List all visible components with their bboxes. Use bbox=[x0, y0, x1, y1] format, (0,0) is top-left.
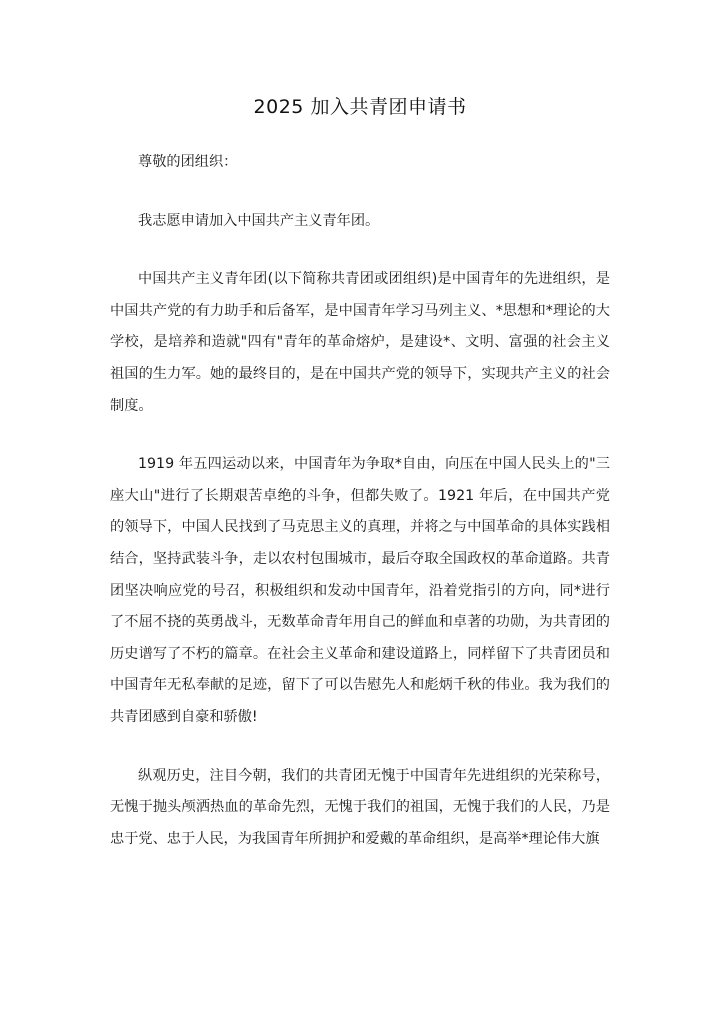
paragraph-3: 1919 年五四运动以来，中国青年为争取*自由，向压在中国人民头上的"三座大山"进行了长期艰苦卓绝的斗争，但都失败了。1921 年后，在中国共产党的领导下，中国人民找到了马克思主义的真理，并将之与中国革命的具体实践相结合，坚持武装斗争，走以农村包围城市，最后夺取全国政权的革命道路。共青团坚决响应党的号召，积极组织和发动中国青年，沿着党指引的方向，同*进行了不屈不挠的英勇战斗，无数革命青年用自己的鲜血和卓著的功勋，为共青团的历史谱写了不朽的篇章。在社会主义革命和建设道路上，同样留下了共青团员和中国青年无私奉献的足迹，留下了可以告慰先人和彪炳千秋的伟业。我为我们的共青团感到自豪和骄傲! bbox=[110, 456, 610, 725]
paragraph-2: 中国共产主义青年团(以下简称共青团或团组织)是中国青年的先进组织，是中国共产党的有力助手和后备军，是中国青年学习马列主义、*思想和*理论的大学校，是培养和造就"四有"青年的革命熔炉，是建设*、文明、富强的社会主义祖国的生力军。她的最终目的，是在中国共产党的领导下，实现共产主义的社会制度。 bbox=[110, 271, 610, 414]
salutation: 尊敬的团组织： bbox=[138, 154, 238, 170]
document-body bbox=[110, 147, 610, 855]
paragraph-4: 纵观历史，注目今朝，我们的共青团无愧于中国青年先进组织的光荣称号，无愧于抛头颅洒热血的革命先烈，无愧于我们的祖国，无愧于我们的人民，乃是忠于党、忠于人民，为我国青年所拥护和爱戴的革命组织，是高举*理论伟大旗 bbox=[110, 767, 610, 847]
paragraph-1: 我志愿申请加入中国共产主义青年团。 bbox=[138, 212, 380, 229]
document-title: 2025 加入共青团申请书 bbox=[253, 96, 467, 118]
